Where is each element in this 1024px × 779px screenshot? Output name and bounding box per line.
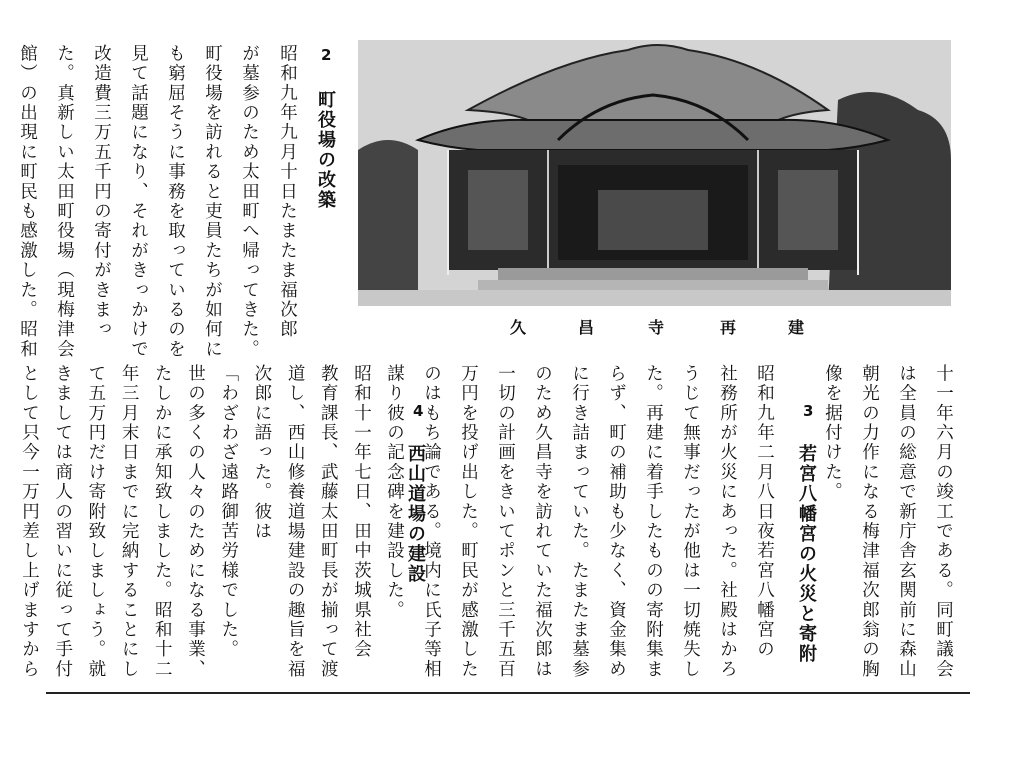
caption-char: 昌 — [578, 318, 595, 337]
text-column: 社務所が火災にあった。社殿はかろ — [717, 364, 738, 680]
text-column: も窮屈そうに事務を取っているのを — [165, 44, 186, 360]
text-column: のはもち論である。境内に氏子等相 — [421, 364, 442, 680]
text-column: 昭和九年九月十日たまたま福次郎 — [277, 44, 298, 340]
section-number-4: 4 — [413, 402, 424, 420]
photo-caption — [498, 315, 808, 337]
caption-char: 建 — [788, 318, 805, 337]
text-column: た。再建に着手したものの寄附集ま — [643, 364, 664, 680]
text-column: は全員の総意で新庁舎玄関前に森山 — [896, 364, 917, 680]
text-column: 改造費三万五千円の寄付がきまっ — [91, 44, 112, 340]
text-column: 「わざわざ遠路御苦労様でした。 — [218, 364, 239, 660]
text-column: きましては商人の習いに従って手付 — [52, 364, 73, 680]
text-column: 昭和九年二月八日夜若宮八幡宮の — [754, 364, 775, 660]
text-column: 次郎に語った。彼は — [251, 364, 272, 542]
text-column: 像を据付けた。 — [822, 364, 843, 502]
caption-char: 久 — [510, 318, 527, 337]
text-column: て五万円だけ寄附致しましょう。就 — [85, 364, 106, 680]
section-heading-nishiyama-dojo: 西山道場の建設 — [405, 444, 426, 584]
section-heading-town-office: 町役場の改築 — [315, 90, 336, 210]
text-column: 朝光の力作になる梅津福次郎翁の胸 — [859, 364, 880, 680]
text-column: 教育課長、武藤太田町長が揃って渡 — [318, 364, 339, 680]
temple-photo — [358, 40, 951, 306]
text-column: うじて無事だったが他は一切焼失し — [680, 364, 701, 680]
text-column: 一切の計画をきいてポンと三千五百 — [495, 364, 516, 680]
text-column: 道し、西山修養道場建設の趣旨を福 — [285, 364, 306, 680]
page-divider-rule — [46, 692, 970, 694]
text-column: 町役場を訪れると吏員たちが如何に — [202, 44, 223, 360]
text-column: に行き詰まっていた。たまたま墓参 — [569, 364, 590, 680]
text-column: 館）の出現に町民も感激した。昭和 — [17, 44, 38, 360]
text-column: 年三月末日までに完納することにし — [119, 364, 140, 680]
section-number-2: 2 — [321, 46, 332, 64]
text-column: 見て話題になり、それがきっかけで — [128, 44, 149, 360]
text-column: た。真新しい太田町役場（現梅津会 — [54, 44, 75, 360]
text-column: として只今一万円差し上げますから — [19, 364, 40, 680]
caption-char: 再 — [720, 318, 737, 337]
text-column: のため久昌寺を訪れていた福次郎は — [532, 364, 553, 680]
text-column: 万円を投げ出した。町民が感激した — [458, 364, 479, 680]
text-column: たしかに承知致しました。昭和十二 — [152, 364, 173, 680]
text-column: らず、町の補助も少なく、資金集め — [606, 364, 627, 680]
text-column: が墓参のため太田町へ帰ってきた。 — [239, 44, 260, 360]
section-number-3: 3 — [803, 402, 814, 420]
section-heading-wakamiya-fire: 若宮八幡宮の火災と寄附 — [796, 444, 817, 664]
caption-char: 寺 — [648, 318, 665, 337]
text-column: 昭和十一年七日、田中茨城県社会 — [351, 364, 372, 660]
text-column: 世の多くの人々のためになる事業、 — [185, 364, 206, 680]
text-column: 十一年六月の竣工である。同町議会 — [933, 364, 954, 680]
temple-illustration — [358, 40, 951, 306]
text-column: 謀り彼の記念碑を建設した。 — [384, 364, 405, 621]
